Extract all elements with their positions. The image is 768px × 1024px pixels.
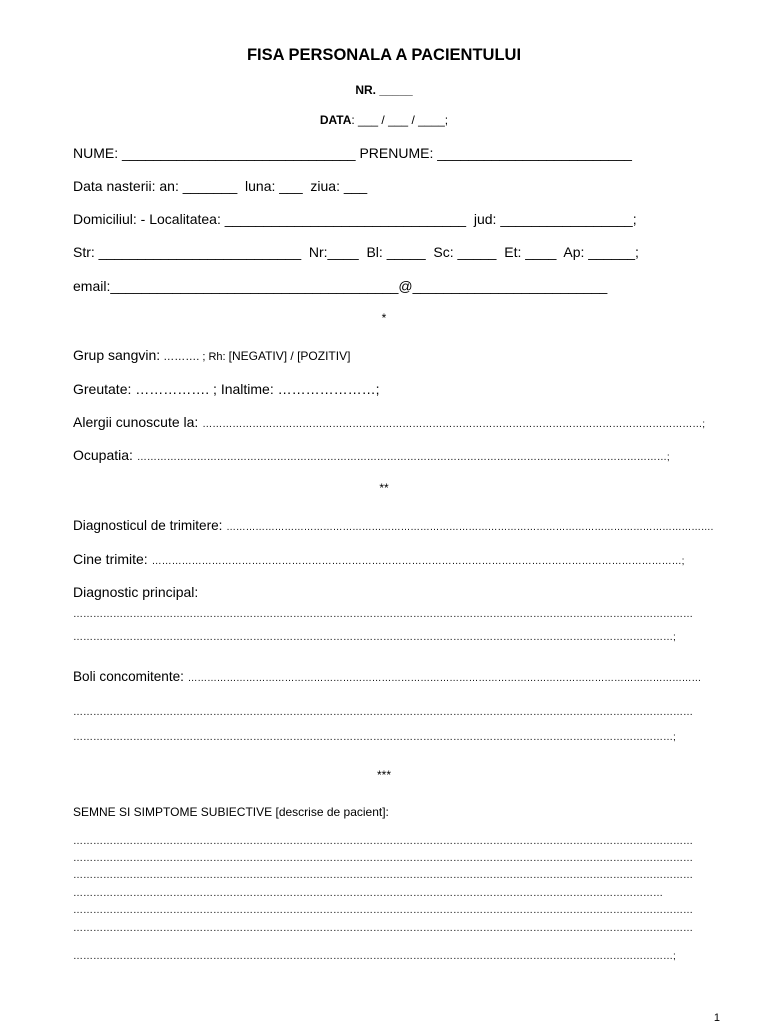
grup-sangvin-line — [73, 348, 350, 363]
ocupatia-label: Ocupatia: — [73, 447, 137, 463]
cine-trimite-line — [73, 552, 684, 567]
strada-line: Str: __________________________ Nr:____ Bl: _____ Sc: _____ Et: ____ Ap: ______; — [73, 244, 639, 260]
data-line — [0, 114, 768, 126]
diagnostic-principal-line: …………………………………………………………………………………………………………………………………………………………………… — [73, 609, 693, 620]
diagnostic-trimitere-dots: ……………………………………………………………………………………………………………………………………. — [226, 522, 714, 533]
diagnostic-trimitere-label: Diagnosticul de trimitere: — [73, 518, 227, 533]
data-blanks: : ___ / ___ / ____; — [351, 113, 449, 127]
ocupatia-dots: ……………………………………………………………………………………………………………………………………………; — [136, 452, 670, 463]
greutate-inaltime-line: Greutate: ……………. ; Inaltime: …………………; — [73, 381, 380, 397]
rh-options: [NEGATIV] / [POZITIV] — [228, 349, 351, 363]
boli-concomitente-label: Boli concomitente: — [73, 669, 188, 684]
grup-sangvin-label: Grup sangvin: — [73, 347, 161, 363]
separator-three-stars: *** — [376, 768, 391, 782]
nr-line: NR. _____ — [355, 83, 413, 97]
data-nasterii-line: Data nasterii: an: _______ luna: ___ ziua: ___ — [73, 178, 368, 194]
boli-concomitente-line-extra: ………………………………………………………………………………………………………………………………………………………………; — [73, 732, 676, 743]
cine-trimite-dots: ……………………………………………………………………………………………………………………………………………; — [151, 556, 685, 567]
semne-simptome-heading: SEMNE SI SIMPTOME SUBIECTIVE [descrise de pacient]: — [73, 805, 389, 819]
boli-concomitente-line — [73, 670, 701, 684]
semne-line: …………………………………………………………………………………………………………………………………………………………………… — [73, 853, 693, 864]
semne-line: …………………………………………………………………………………………………………………………………………………………………… — [73, 923, 693, 934]
semne-line: …………………………………………………………………………………………………………………………………………………………… — [73, 888, 663, 899]
email-line: email:_____________________________________@_________________________ — [73, 278, 608, 294]
boli-concomitente-dots: …………………………………………………………………………………………………………………………………………… — [187, 673, 702, 684]
separator-one-star: * — [381, 311, 387, 325]
diagnostic-principal-line: ………………………………………………………………………………………………………………………………………………………………; — [73, 632, 676, 643]
ocupatia-line — [73, 448, 670, 463]
data-label: DATA — [319, 113, 352, 127]
diagnostic-trimitere-line — [73, 519, 713, 533]
semne-line: ………………………………………………………………………………………………………………………………………………………………; — [73, 951, 676, 962]
semne-line: …………………………………………………………………………………………………………………………………………………………………… — [73, 836, 693, 847]
alergii-line — [73, 415, 705, 430]
alergii-dots: ……………………………………………………………………………………………………………………………………; — [202, 419, 705, 430]
domiciliul-line: Domiciliul: - Localitatea: _______________________________ jud: _________________; — [73, 211, 637, 227]
nume-prenume-line: NUME: ______________________________ PRENUME: _________________________ — [73, 145, 632, 161]
document-title: FISA PERSONALA A PACIENTULUI — [246, 46, 522, 64]
page-number: 1 — [713, 1012, 720, 1024]
semne-line: …………………………………………………………………………………………………………………………………………………………………… — [73, 905, 693, 916]
semne-line: …………………………………………………………………………………………………………………………………………………………………… — [73, 870, 693, 881]
cine-trimite-label: Cine trimite: — [73, 551, 152, 567]
separator-two-stars: ** — [379, 481, 389, 495]
diagnostic-principal-label: Diagnostic principal: — [73, 584, 199, 600]
boli-concomitente-line-extra: …………………………………………………………………………………………………………………………………………………………………… — [73, 707, 693, 718]
alergii-label: Alergii cunoscute la: — [73, 414, 203, 430]
grup-sangvin-rest: ………. ; Rh: — [160, 351, 229, 363]
